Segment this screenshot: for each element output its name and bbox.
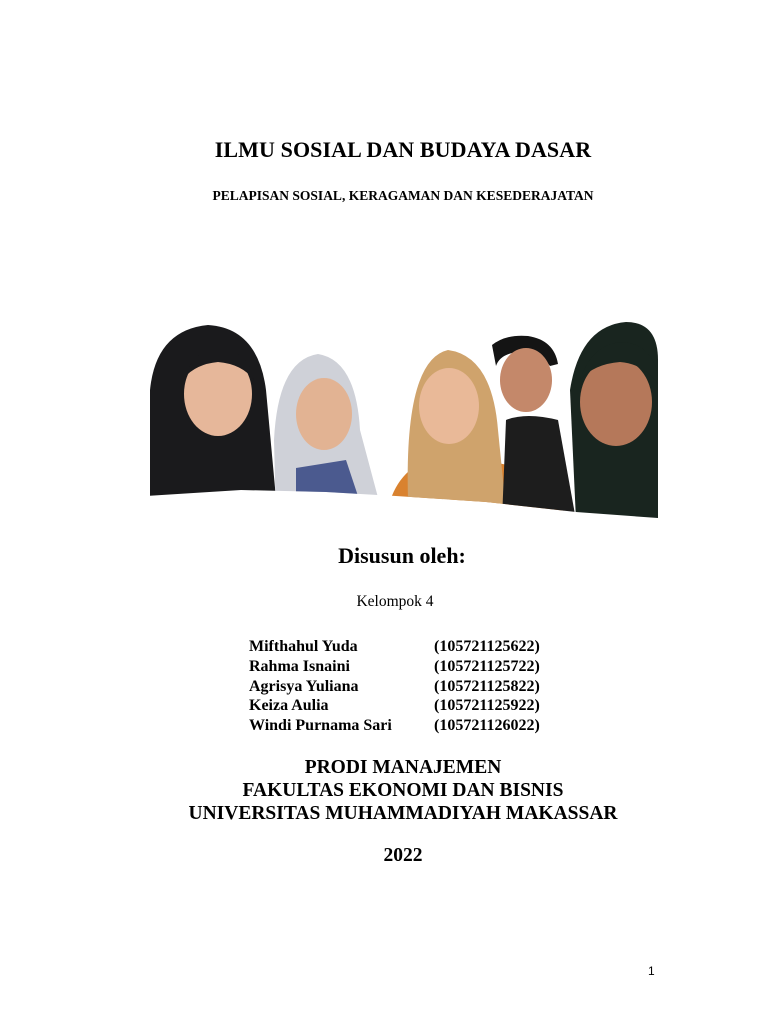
institution-block xyxy=(0,756,768,825)
member-name: Windi Purnama Sari xyxy=(249,717,392,735)
member-nim: (105721125822) xyxy=(434,677,540,695)
member-name: Agrisya Yuliana xyxy=(249,677,359,695)
member-name: Mifthahul Yuda xyxy=(249,638,358,655)
member-row xyxy=(249,696,579,716)
faculty-name: FAKULTAS EKONOMI DAN BISNIS xyxy=(242,780,564,801)
member-nim: (105721125722) xyxy=(434,657,540,675)
university-name: UNIVERSITAS MUHAMMADIYAH MAKASSAR xyxy=(188,803,618,824)
member-nim: (105721125622) xyxy=(434,638,540,655)
member-row xyxy=(249,716,579,736)
member-name: Keiza Aulia xyxy=(249,697,329,715)
document-subtitle: PELAPISAN SOSIAL, KERAGAMAN DAN KESEDERAJATAN xyxy=(212,188,594,203)
document-title: ILMU SOSIAL DAN BUDAYA DASAR xyxy=(214,137,592,162)
group-photo xyxy=(146,320,658,520)
compiled-by-label: Disusun oleh: xyxy=(338,543,466,568)
member-row xyxy=(249,637,579,657)
member-name: Rahma Isnaini xyxy=(249,657,350,675)
document-year: 2022 xyxy=(383,845,423,866)
member-list xyxy=(249,637,579,736)
page-number: 1 xyxy=(648,964,655,978)
member-nim: (105721126022) xyxy=(434,717,540,735)
group-label: Kelompok 4 xyxy=(356,593,434,610)
member-row xyxy=(249,657,579,677)
program-name: PRODI MANAJEMEN xyxy=(304,757,502,778)
member-row xyxy=(249,677,579,697)
member-nim: (105721125922) xyxy=(434,697,540,715)
